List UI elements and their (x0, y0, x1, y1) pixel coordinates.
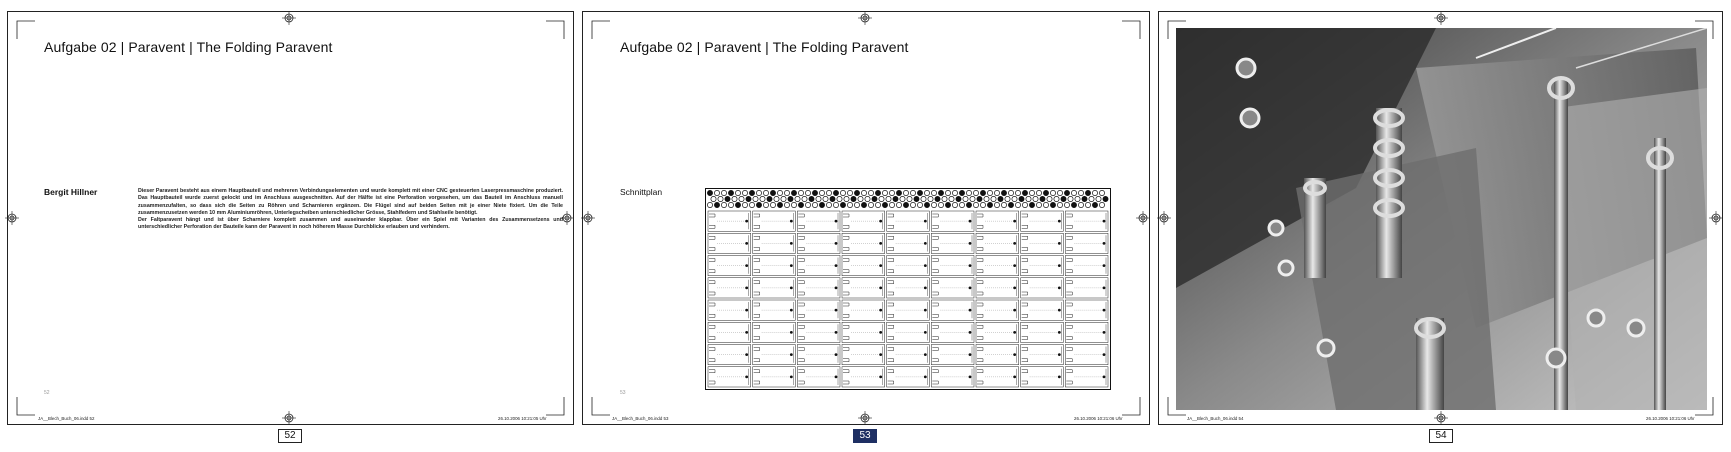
cutplan-washer (1015, 202, 1020, 207)
slug-filename: JA__Blech_Buch_06.indd 54 (1187, 416, 1244, 421)
cutplan-washer (788, 196, 793, 201)
section-label: Schnittplan (620, 187, 663, 197)
cutplan-washer (784, 190, 789, 195)
cutplan-washer (945, 202, 950, 207)
cutplan-washer (1012, 196, 1017, 201)
cutplan-washer (756, 190, 761, 195)
cutplan-washer (882, 190, 887, 195)
cutplan-washer (805, 202, 810, 207)
cutplan-washer (826, 202, 831, 207)
cutplan-washer (1001, 190, 1006, 195)
cutplan-washer (721, 190, 726, 195)
cutplan-washer (1029, 190, 1034, 195)
cutplan-washer (767, 196, 772, 201)
cutplan-washer (1092, 202, 1097, 207)
cutplan-washer (763, 202, 768, 207)
cutplan-washer (784, 202, 789, 207)
cutplan-washer (795, 196, 800, 201)
cutplan-washer (844, 196, 849, 201)
cutplan-washer (868, 190, 873, 195)
cutplan-washer (802, 196, 807, 201)
cutplan-washer (847, 190, 852, 195)
cutplan-washer (707, 190, 712, 195)
body-text (138, 188, 563, 232)
cutplan-washer (819, 202, 824, 207)
cutplan-washer (886, 196, 891, 201)
cutplan-washer (1078, 190, 1083, 195)
cutplan-washer (1040, 196, 1045, 201)
author-name: Bergit Hillner (44, 187, 98, 197)
cutplan-washer (868, 202, 873, 207)
cutplan-washer (854, 202, 859, 207)
cutplan-washer (1085, 202, 1090, 207)
cutplan-washer (854, 190, 859, 195)
cutplan-washer (777, 190, 782, 195)
cutplan-washer (865, 196, 870, 201)
cutplan-washer (1033, 196, 1038, 201)
cutplan-washer (777, 202, 782, 207)
cutplan-washer (714, 202, 719, 207)
cutplan-washer (770, 202, 775, 207)
cutplan-washer (833, 202, 838, 207)
cutplan-washer (938, 202, 943, 207)
cutplan-washer (1075, 196, 1080, 201)
body-paragraph-1: Dieser Paravent besteht aus einem Hauptbauteil und mehreren Verbindungselementen und wurde komplett mit einer CNC gesteuerten Laserpressmaschine produziert. Das Hauptbauteil wurde zuerst gelockt und im Anschluss ausgeschnitten. Auf der Hälfte ist eine Perforation vorgesehen, um das Bauteil im Anschluss manuell zusammenzufalten, so dass sich die Seiten zu Röhren und Scharnieren ergänzen. Die Flügel sind auf beiden Seiten mit je einer Niete fixiert. Um die Teile zusammenzusetzen werden 10 mm Aluminiumröhren, Unterlegscheiben unterschiedlicher Grösse, Stahlfedern und Stahlseile benötigt. (138, 188, 563, 216)
cutplan-washer (718, 196, 723, 201)
cutplan-washer (1022, 190, 1027, 195)
cutplan-washer (980, 190, 985, 195)
cutplan-washer (833, 190, 838, 195)
cutplan-washer (851, 196, 856, 201)
cutplan-washer (984, 196, 989, 201)
cutplan-washer (861, 202, 866, 207)
cutplan-washer (910, 190, 915, 195)
cutplan-washer (938, 190, 943, 195)
cutplan-washer (1103, 196, 1108, 201)
cutplan-washer (1064, 190, 1069, 195)
cutplan-border (706, 189, 1111, 390)
cutplan-washer (1089, 196, 1094, 201)
cutplan-washer (837, 196, 842, 201)
cutplan-washer (770, 190, 775, 195)
cutplan-washer (917, 190, 922, 195)
cutplan-washer (791, 190, 796, 195)
page-54 (1158, 11, 1723, 425)
cutplan-washer (872, 196, 877, 201)
cutplan-washer (1096, 196, 1101, 201)
cutplan-washer (812, 202, 817, 207)
slug-filename: JA__Blech_Buch_06.indd 53 (612, 416, 669, 421)
cutplan-washer (739, 196, 744, 201)
cutplan-washer (949, 196, 954, 201)
cutplan-washer (1099, 190, 1104, 195)
slug-timestamp: 26.10.2006 10:21:05 Uhr (498, 416, 547, 421)
cutplan-washer (798, 202, 803, 207)
cutplan-washer (732, 196, 737, 201)
cutplan-washer (924, 190, 929, 195)
cutplan-washer (973, 190, 978, 195)
cutplan-washer (910, 202, 915, 207)
page-52 (7, 11, 574, 425)
page-thumb-52[interactable]: 52 (278, 429, 302, 443)
cutplan-washer (1092, 190, 1097, 195)
cutplan-washer (1068, 196, 1073, 201)
cutplan-washer (1008, 202, 1013, 207)
cutplan-washer (746, 196, 751, 201)
cutplan-washer (749, 202, 754, 207)
cutplan-washer (1022, 202, 1027, 207)
cutting-plan-drawing (705, 188, 1111, 390)
cutplan-washer (907, 196, 912, 201)
cutplan-washer (1057, 202, 1062, 207)
cutplan-washer (973, 202, 978, 207)
cutplan-washer (1050, 190, 1055, 195)
page-title: Aufgabe 02 | Paravent | The Folding Paravent (620, 39, 909, 55)
cutplan-washer (725, 196, 730, 201)
cutplan-washer (823, 196, 828, 201)
cutplan-washer (921, 196, 926, 201)
cutplan-washer (711, 196, 716, 201)
cutplan-washer (735, 202, 740, 207)
cutplan-washer (861, 190, 866, 195)
cutplan-washer (756, 202, 761, 207)
cutplan-washer (816, 196, 821, 201)
cutplan-washer (707, 202, 712, 207)
cutplan-washer (882, 202, 887, 207)
photo-image (1176, 28, 1707, 410)
cutplan-washer (980, 202, 985, 207)
cutplan-washer (903, 202, 908, 207)
cutplan-washer (977, 196, 982, 201)
cutplan-washer (1099, 202, 1104, 207)
cutplan-washer (728, 202, 733, 207)
page-thumb-54[interactable]: 54 (1429, 429, 1453, 443)
cutplan-washer (840, 202, 845, 207)
cutplan-washer (721, 202, 726, 207)
cutplan-washer (1001, 202, 1006, 207)
page-thumb-53[interactable]: 53 (853, 429, 877, 443)
cutplan-washer (935, 196, 940, 201)
cutplan-washer (903, 190, 908, 195)
cutplan-washer (749, 190, 754, 195)
cutplan-washer (830, 196, 835, 201)
cutplan-washer (1071, 190, 1076, 195)
cutplan-washer (1029, 202, 1034, 207)
body-paragraph-2: Der Faltparavent hängt und ist über Scharniere komplett zusammen und auseinander klappbar. Über ein Spiel mit Varianten des Zusammensetzens und unterschiedlicher Perforation der Bauteile kann der Paravent in noch höherem Masse Durchblicke erlauben und verhindern. (138, 217, 563, 231)
cutplan-washer (1071, 202, 1076, 207)
cutplan-washer (931, 190, 936, 195)
cutplan-washer (875, 202, 880, 207)
cutplan-washer (959, 190, 964, 195)
slug-timestamp: 26.10.2006 10:21:06 Uhr (1646, 416, 1695, 421)
cutplan-washer (896, 190, 901, 195)
cutplan-washer (956, 196, 961, 201)
cutplan-washer (826, 190, 831, 195)
cutplan-washer (970, 196, 975, 201)
cutplan-washer (994, 202, 999, 207)
cutplan-washer (987, 202, 992, 207)
cutplan-washer (942, 196, 947, 201)
cutplan-washer (791, 202, 796, 207)
cutplan-washer (896, 202, 901, 207)
folio-number: 52 (44, 390, 50, 396)
cutplan-washer (1061, 196, 1066, 201)
cutplan-washer (760, 196, 765, 201)
cutplan-washer (1050, 202, 1055, 207)
cutplan-washer (966, 190, 971, 195)
cutplan-washer (840, 190, 845, 195)
cutplan-washer (798, 190, 803, 195)
cutplan-washer (952, 190, 957, 195)
cutplan-washer (900, 196, 905, 201)
cutplan-washer (945, 190, 950, 195)
cutplan-washer (991, 196, 996, 201)
cutplan-washer (1036, 202, 1041, 207)
cutplan-washer (889, 202, 894, 207)
cutplan-washer (1043, 190, 1048, 195)
cutplan-washer (875, 190, 880, 195)
cutplan-washer (1015, 190, 1020, 195)
cutplan-washer (1026, 196, 1031, 201)
cutplan-washer (735, 190, 740, 195)
cutplan-washer (914, 196, 919, 201)
cutplan-washer (893, 196, 898, 201)
cutplan-washer (1043, 202, 1048, 207)
page-53 (582, 11, 1150, 425)
cutplan-washer (714, 190, 719, 195)
cutplan-washer (847, 202, 852, 207)
cutplan-washer (963, 196, 968, 201)
cutplan-washer (1036, 190, 1041, 195)
paravent-photo (1176, 28, 1707, 410)
cutplan-washer (1047, 196, 1052, 201)
cutplan-washer (1054, 196, 1059, 201)
cutplan-washer (924, 202, 929, 207)
cutplan-washer (917, 202, 922, 207)
cutplan-washer (1064, 202, 1069, 207)
cutplan-washer (805, 190, 810, 195)
slug-timestamp: 26.10.2006 10:21:06 Uhr (1074, 416, 1123, 421)
cutplan-washer (1082, 196, 1087, 201)
cutplan-washer (1019, 196, 1024, 201)
cutplan-washer (959, 202, 964, 207)
cutplan-washer (966, 202, 971, 207)
cutplan-washer (1057, 190, 1062, 195)
cutplan-washer (952, 202, 957, 207)
cutplan-washer (987, 190, 992, 195)
cutplan-washer (753, 196, 758, 201)
cutplan-washer (728, 190, 733, 195)
cutplan-washer (763, 190, 768, 195)
cutplan-washer (1085, 190, 1090, 195)
cutplan-washer (1005, 196, 1010, 201)
cutplan-washer (994, 190, 999, 195)
cutplan-washer (928, 196, 933, 201)
cutplan-washer (781, 196, 786, 201)
cutplan-washer (812, 190, 817, 195)
cutplan-washer (858, 196, 863, 201)
cutplan-washer (998, 196, 1003, 201)
cutplan-washer (774, 196, 779, 201)
cutplan-washer (809, 196, 814, 201)
cutplan-washer (1078, 202, 1083, 207)
cutplan-washer (742, 190, 747, 195)
cutplan-washer (931, 202, 936, 207)
page-title: Aufgabe 02 | Paravent | The Folding Paravent (44, 39, 333, 55)
cutplan-washer (1008, 190, 1013, 195)
cutplan-washer (819, 190, 824, 195)
cutplan-washer (889, 190, 894, 195)
slug-filename: JA__Blech_Buch_06.indd 52 (38, 416, 95, 421)
cutplan-washer (879, 196, 884, 201)
folio-number: 53 (620, 390, 626, 396)
cutplan-washer (742, 202, 747, 207)
